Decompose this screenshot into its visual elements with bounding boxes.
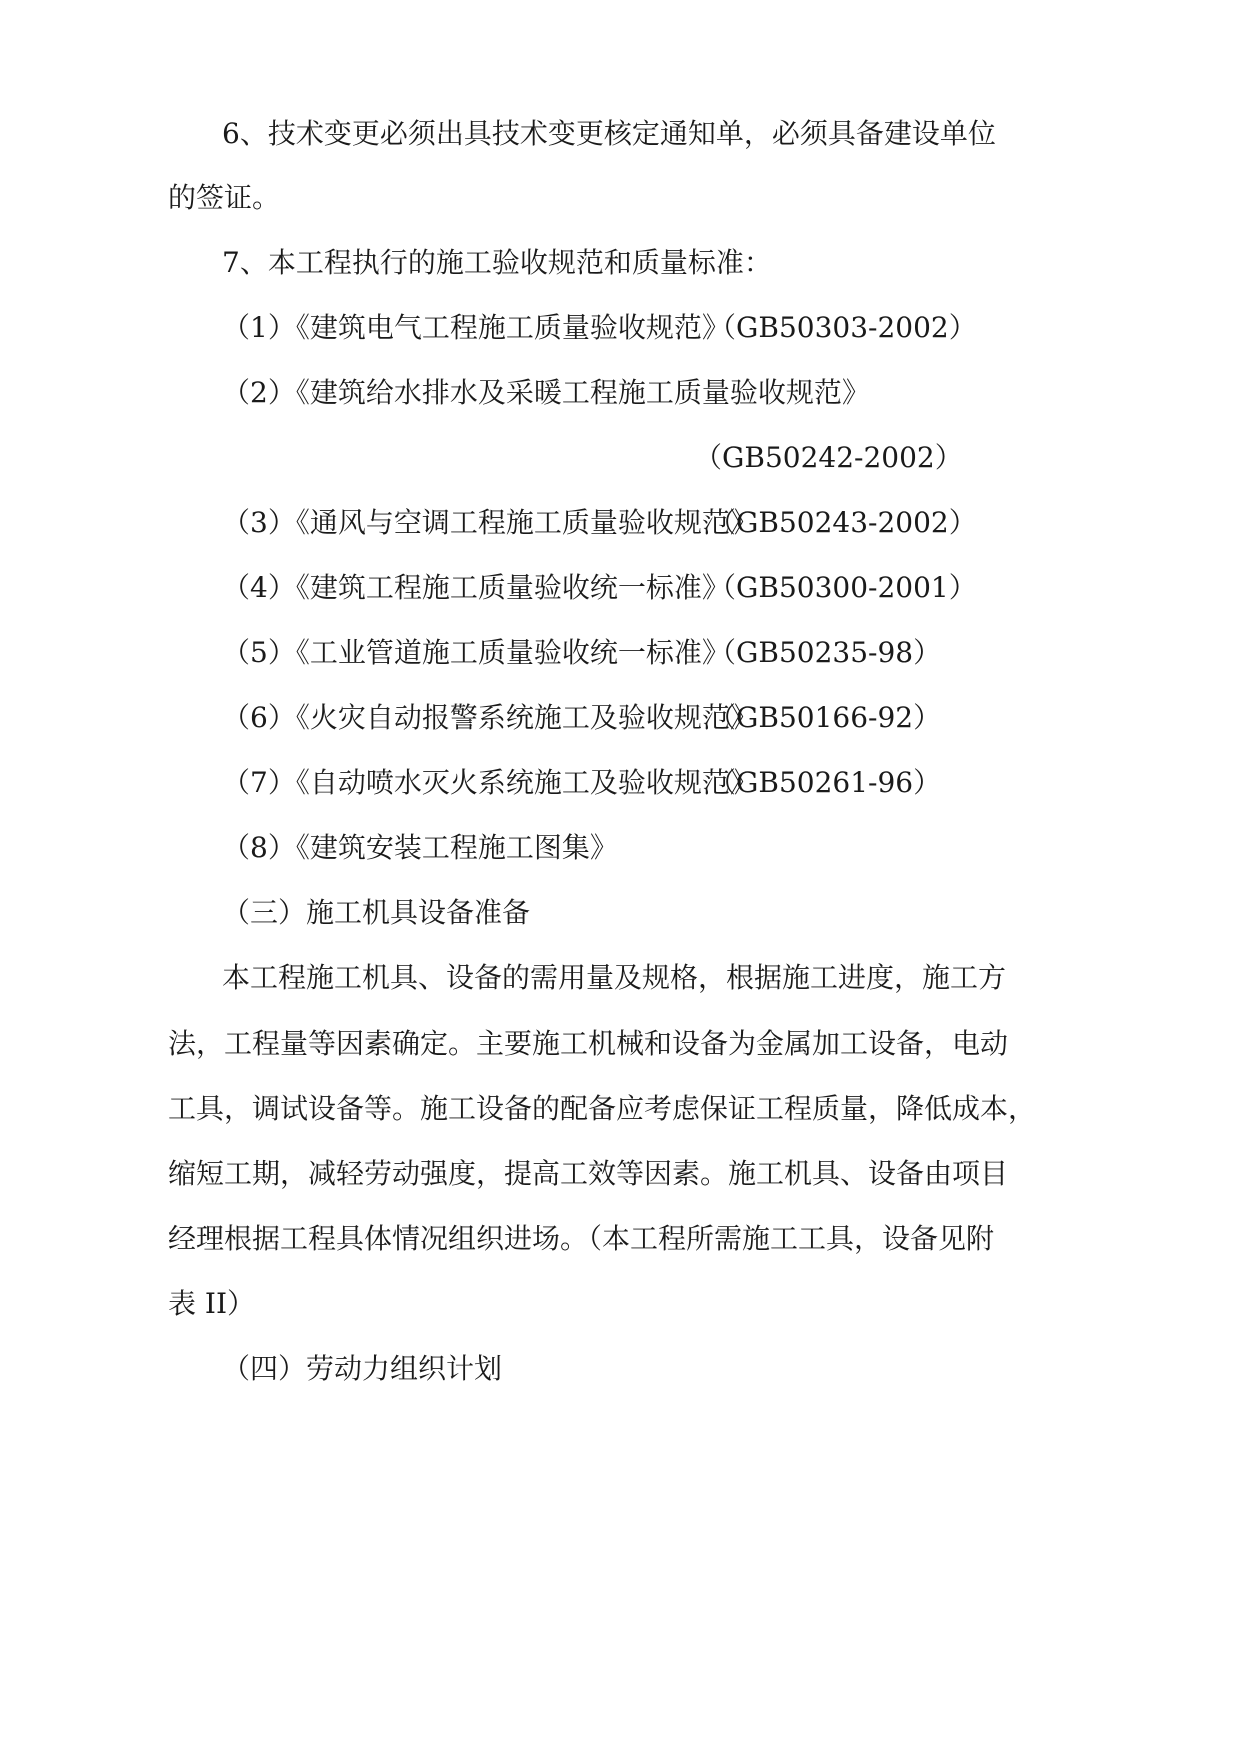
- standard-5-code: （GB50235-98）: [708, 636, 942, 669]
- section4-heading: （四）劳动力组织计划: [222, 1352, 503, 1385]
- item6-line1: 6、技术变更必须出具技术变更核定通知单，必须具备建设单位: [222, 117, 996, 150]
- item6-line2: 的签证。: [168, 181, 281, 214]
- standard-4-name: （4）《建筑工程施工质量验收统一标准》: [222, 571, 730, 604]
- section3-line5: 经理根据工程具体情况组织进场。（本工程所需施工工具，设备见附: [168, 1222, 995, 1255]
- standard-1-code: （GB50303-2002）: [708, 311, 977, 344]
- standard-6-name: （6）《火灾自动报警系统施工及验收规范》: [222, 701, 758, 734]
- section3-line3: 工具，调试设备等。施工设备的配备应考虑保证工程质量，降低成本，: [168, 1092, 1037, 1125]
- standard-2-name: （2）《建筑给水排水及采暖工程施工质量验收规范》: [222, 376, 870, 409]
- standard-3-code: （GB50243-2002）: [708, 506, 977, 539]
- standard-5-name: （5）《工业管道施工质量验收统一标准》: [222, 636, 730, 669]
- item7-title: 7、本工程执行的施工验收规范和质量标准：: [222, 246, 772, 279]
- section3-heading: （三）施工机具设备准备: [222, 896, 531, 929]
- standard-6-code: （GB50166-92）: [708, 701, 942, 734]
- standard-1-name: （1）《建筑电气工程施工质量验收规范》: [222, 311, 730, 344]
- standard-2-code: （GB50242-2002）: [694, 441, 963, 474]
- section3-line6: 表 II）: [168, 1287, 256, 1320]
- section3-line1: 本工程施工机具、设备的需用量及规格，根据施工进度，施工方: [222, 961, 1007, 994]
- standard-4-code: （GB50300-2001）: [708, 571, 977, 604]
- section3-line4: 缩短工期，减轻劳动强度，提高工效等因素。施工机具、设备由项目: [168, 1157, 1009, 1190]
- standard-7-code: （GB50261-96）: [708, 766, 942, 799]
- standard-7-name: （7）《自动喷水灭火系统施工及验收规范》: [222, 766, 758, 799]
- standard-8-name: （8）《建筑安装工程施工图集》: [222, 831, 618, 864]
- standard-3-name: （3）《通风与空调工程施工质量验收规范》: [222, 506, 758, 539]
- section3-line2: 法，工程量等因素确定。主要施工机械和设备为金属加工设备，电动: [168, 1027, 1009, 1060]
